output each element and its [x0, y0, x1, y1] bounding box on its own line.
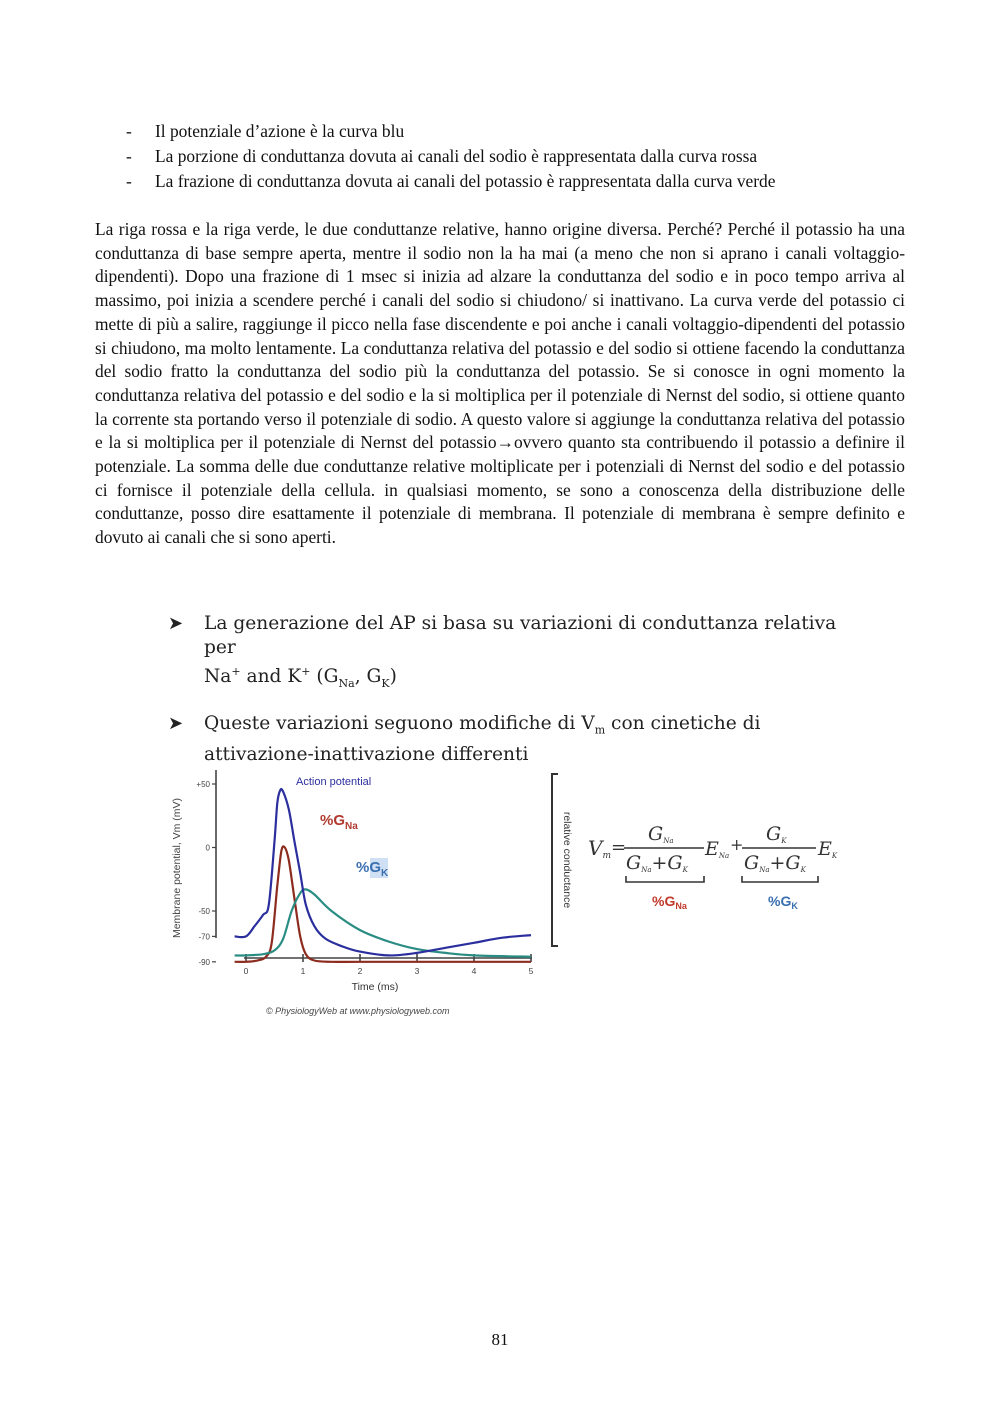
arrow-icon: ➤	[168, 712, 184, 734]
svg-text:ENa: ENa	[705, 838, 730, 860]
y-tick-label: -90	[198, 957, 210, 967]
equation-brace-na	[626, 876, 704, 882]
equation-label-na: $\%G_{Na}$	[652, 893, 687, 911]
gna-label: $\%G_{Na}$	[320, 812, 358, 832]
equation	[588, 823, 838, 874]
y-ticks	[196, 780, 216, 967]
svg-text:=: =	[611, 837, 627, 858]
action-potential-chart	[160, 758, 850, 1028]
svg-text:GNa+GK: GNa+GK	[626, 852, 688, 874]
x-tick-label: 4	[471, 966, 477, 976]
conductance-bracket	[552, 774, 558, 946]
conductance-figure	[160, 612, 850, 1032]
svg-text:GK: GK	[766, 823, 787, 845]
svg-text:+: +	[730, 835, 744, 854]
x-tick-label: 5	[528, 966, 534, 976]
body-paragraph: La riga rossa e la riga verde, le due conduttanze relative, hanno origine diversa. Perché? Perché il potassio ha una conduttanza di base sempre aperta, mentre il sodio non la ha mai (a meno che non si aprano i canali voltaggio-dipendenti). Dopo una frazione di 1 msec si inizia ad alzare la conduttanza del sodio e in poco tempo arriva al massimo, poi inizia a scendere perché i canali del sodio si chiudono/ si inattivano. La curva verde del potassio ci mette di più a salire, raggiunge il picco nella fase discendente e poi anche i canali voltaggio-dipendenti del potassio si chiudono, ma molto lentamente. La conduttanza relativa del potassio e del sodio si ottiene facendo la conduttanza del sodio fratto la conduttanza del sodio più la conduttanza del potassio. Se si conosce in ogni momento la conduttanza relativa del potassio e del sodio e la si moltiplica per il potenziale di Nernst del sodio, si ottiene quanto la corrente sta portando verso il potenziale di sodio. A questo valore si aggiunge la conduttanza relativa del potassio e la si moltiplica per il potenziale di Nernst del potassio→ovvero quanto sta contribuendo il potassio a definire il potenziale. La somma delle due conduttanze relative moltiplicate per i potenziali di Nernst del sodio e del potassio ci fornisce il potenziale della cellula. in qualsiasi momento, se sono a conoscenza della distribuzione delle conduttanze, posso dire esattamente il potenziale di membrana. Il potenziale di membrana è sempre definito e dovuto ai canali che si sono aperti.	[95, 219, 905, 548]
figure-bullet-2: ➤ Queste variazioni seguono modifiche di $V_m$ con cinetiche di attivazione-inattivazione differenti	[168, 712, 761, 765]
y-tick-label: +50	[196, 780, 210, 789]
y-tick-label: -70	[198, 932, 210, 942]
y-tick-label: -50	[198, 907, 210, 916]
list-item: - La frazione di conduttanza dovuta ai canali del potassio è rappresentata dalla curva verde	[120, 169, 920, 194]
equation-brace-k	[742, 876, 818, 882]
x-tick-label: 1	[300, 966, 306, 976]
bullet-marker: -	[126, 171, 132, 191]
svg-text:GNa: GNa	[648, 823, 674, 845]
x-axis-label: Time (ms)	[351, 981, 399, 993]
x-tick-label: 0	[243, 966, 249, 976]
y-tick-label: 0	[205, 843, 210, 853]
bullet-marker: -	[126, 121, 132, 141]
bullet-marker: -	[126, 146, 132, 166]
x-tick-label: 3	[414, 966, 420, 976]
summary-bullet-list	[120, 119, 920, 194]
series-line-2	[235, 889, 531, 956]
svg-text:GNa+GK: GNa+GK	[744, 852, 806, 874]
figure-bullet-1: ➤ La generazione del AP si basa su variazioni di conduttanza relativa per Na+ and K+ ($G_{Na}$, $G_K$)	[168, 613, 837, 690]
right-axis-label: relative conductance	[561, 811, 573, 909]
credit-text: © PhysiologyWeb at www.physiologyweb.com	[266, 1006, 450, 1016]
arrow-icon: ➤	[168, 613, 184, 634]
equation-label-k: $\%G_K$	[768, 893, 798, 911]
list-item: - Il potenziale d’azione è la curva blu	[120, 119, 920, 144]
x-tick-label: 2	[357, 966, 363, 976]
page-number: 81	[491, 1330, 509, 1349]
gk-label: $\%G_K$	[356, 859, 389, 879]
action-potential-label: Action potential	[296, 776, 372, 788]
svg-text:Vm: Vm	[588, 836, 611, 861]
y-axis-label: Membrane potential, Vm (mV)	[171, 797, 183, 939]
svg-text:EK: EK	[818, 838, 838, 860]
list-item: - La porzione di conduttanza dovuta ai canali del sodio è rappresentata dalla curva rossa	[120, 144, 920, 169]
